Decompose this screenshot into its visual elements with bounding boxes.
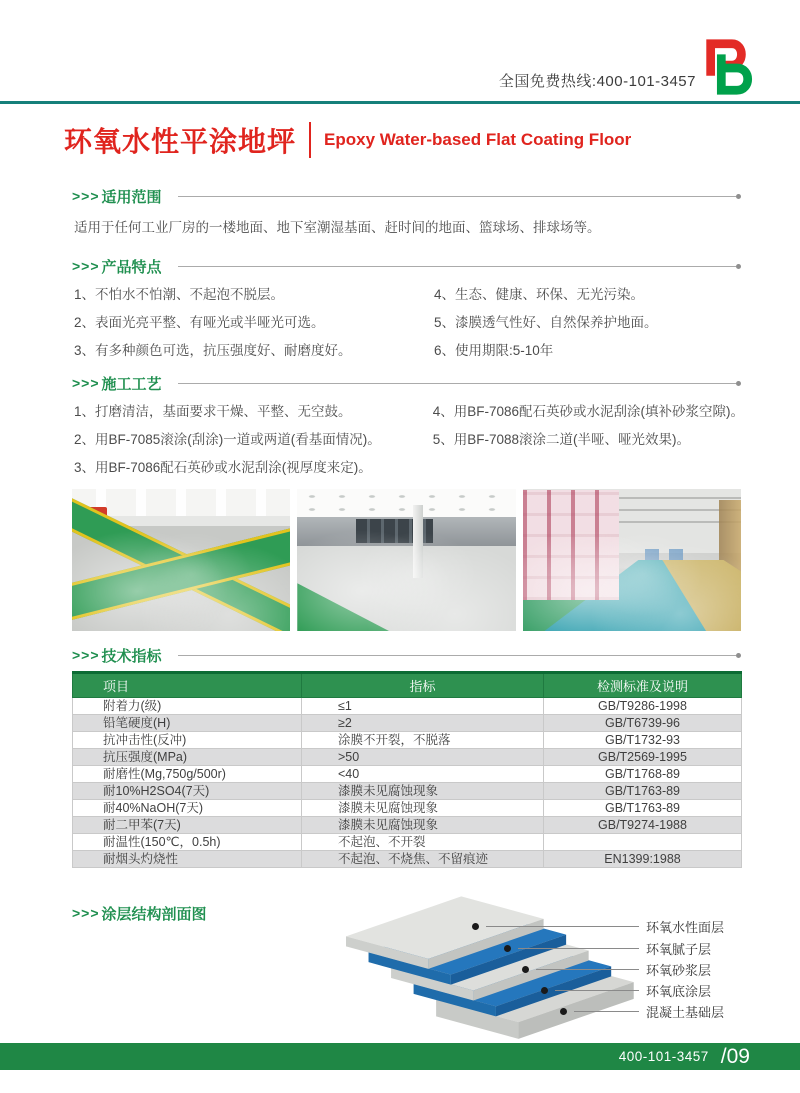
chevrons-icon: >>> — [72, 375, 100, 391]
photo-glossy-warehouse — [297, 489, 515, 631]
column-header: 指标 — [302, 673, 544, 698]
layer-label-row — [560, 1000, 742, 1022]
scope-body: 适用于任何工业厂房的一楼地面、地下室潮湿基面、赶时间的地面、篮球场、排球场等。 — [74, 220, 601, 235]
table-row: 抗冲击性(反冲) 涂膜不开裂，不脱落 GB/T1732-93 — [73, 732, 742, 749]
table-header-row — [73, 673, 742, 698]
chevrons-icon: >>> — [72, 258, 100, 274]
footer-phone: 400-101-3457 — [618, 1049, 709, 1064]
list-item: 2、用BF-7085滚涂(刮涂)一道或两道(看基面情况)。 — [74, 432, 381, 447]
leader-dot-icon — [504, 945, 511, 952]
section-heading-process: >>> 施工工艺 — [72, 373, 741, 393]
list-item: 6、使用期限:5-10年 — [434, 343, 554, 358]
leader-line — [574, 1011, 639, 1012]
section-heading-structure: >>> 涂层结构剖面图 — [72, 905, 207, 923]
chevrons-icon: >>> — [72, 188, 100, 204]
photo-strip — [72, 489, 741, 631]
table-row: 耐烟头灼烧性 不起泡、不烧焦、不留痕迹 EN1399:1988 — [73, 851, 742, 868]
list-item: 3、用BF-7086配石英砂或水泥刮涂(视厚度来定)。 — [74, 460, 372, 475]
column-header: 检测标准及说明 — [544, 673, 742, 698]
list-item: 4、生态、健康、环保、无光污染。 — [434, 287, 645, 302]
table-row: 附着力(级) ≤1 GB/T9286-1998 — [73, 698, 742, 715]
layer-label-row — [472, 915, 742, 937]
layer-label-row — [541, 979, 742, 1001]
leader-dot-icon — [522, 966, 529, 973]
table-row: 耐10%H2SO4(7天) 漆膜未见腐蚀现象 GB/T1763-89 — [73, 783, 742, 800]
ceiling-lights — [297, 490, 515, 516]
layer-label-row — [504, 937, 742, 959]
rule-end-dot-icon — [736, 194, 741, 199]
brand-logo-icon — [700, 34, 762, 100]
layer-label: 混凝土基础层 — [646, 1004, 725, 1020]
rule-end-dot-icon — [736, 264, 741, 269]
page-title-zh: 环氧水性平涂地坪 — [64, 126, 297, 157]
rule-end-dot-icon — [736, 381, 741, 386]
page-number: /09 — [720, 1044, 750, 1068]
table-row: 耐磨性(Mg,750g/500r) <40 GB/T1768-89 — [73, 766, 742, 783]
section-heading-specs: >>> 技术指标 — [72, 645, 741, 665]
layer-label-row — [522, 958, 742, 980]
leader-line — [536, 969, 639, 970]
heading-rule — [178, 383, 736, 384]
process-right-column — [433, 398, 744, 482]
page-title — [64, 120, 631, 160]
table-row: 耐温性(150℃，0.5h) 不起泡、不开裂 — [73, 834, 742, 851]
list-item: 1、打磨清洁，基面要求干燥、平整、无空鼓。 — [74, 404, 352, 419]
features-left-column — [74, 281, 434, 365]
features-list — [74, 281, 744, 365]
table-row: 耐40%NaOH(7天) 漆膜未见腐蚀现象 GB/T1763-89 — [73, 800, 742, 817]
photo-aisle-blue-lane — [523, 489, 741, 631]
layer-label: 环氧底涂层 — [646, 983, 712, 999]
column-header: 项目 — [73, 673, 302, 698]
list-item: 5、漆膜透气性好、自然保养护地面。 — [434, 315, 658, 330]
header-divider — [0, 101, 800, 104]
pillar — [413, 505, 423, 579]
layer-label: 环氧水性面层 — [646, 919, 725, 935]
heading-rule — [178, 196, 736, 197]
list-item: 1、不怕水不怕潮、不起泡不脱层。 — [74, 287, 285, 302]
table-row: 抗压强度(MPa) >50 GB/T2569-1995 — [73, 749, 742, 766]
green-floor-wedge — [297, 563, 389, 631]
leader-dot-icon — [472, 923, 479, 930]
list-item: 3、有多种颜色可选，抗压强度好、耐磨度好。 — [74, 343, 352, 358]
leader-dot-icon — [541, 987, 548, 994]
leader-dot-icon — [560, 1008, 567, 1015]
features-right-column — [434, 281, 744, 365]
pink-racks — [523, 490, 619, 599]
list-item: 5、用BF-7088滚涂二道(半哑、哑光效果)。 — [432, 432, 690, 447]
chevrons-icon: >>> — [72, 905, 100, 921]
chevrons-icon: >>> — [72, 647, 100, 663]
section-heading-features: >>> 产品特点 — [72, 256, 741, 276]
heading-rule — [178, 655, 736, 656]
page-title-en: Epoxy Water-based Flat Coating Floor — [324, 130, 632, 149]
list-item: 2、表面光亮平整、有哑光或半哑光可选。 — [74, 315, 325, 330]
leader-line — [518, 948, 639, 949]
table-row: 耐二甲苯(7天) 漆膜未见腐蚀现象 GB/T9274-1988 — [73, 817, 742, 834]
heading-rule — [178, 266, 736, 267]
footer-bar — [0, 1043, 800, 1070]
leader-line — [555, 990, 639, 991]
photo-factory-green-cross — [72, 489, 290, 631]
title-divider — [309, 122, 311, 158]
section-heading-scope: >>> 适用范围 — [72, 186, 741, 206]
process-list — [74, 398, 744, 482]
rule-end-dot-icon — [736, 653, 741, 658]
spec-table — [72, 671, 742, 868]
layer-label: 环氧腻子层 — [646, 941, 712, 957]
leader-line — [486, 926, 639, 927]
table-row: 铅笔硬度(H) ≥2 GB/T6739-96 — [73, 715, 742, 732]
hotline-text: 全国免费热线:400-101-3457 — [498, 73, 696, 90]
layer-label: 环氧砂浆层 — [646, 962, 712, 978]
list-item: 4、用BF-7086配石英砂或水泥刮涂(填补砂浆空隙)。 — [432, 404, 744, 419]
process-left-column — [74, 398, 433, 482]
